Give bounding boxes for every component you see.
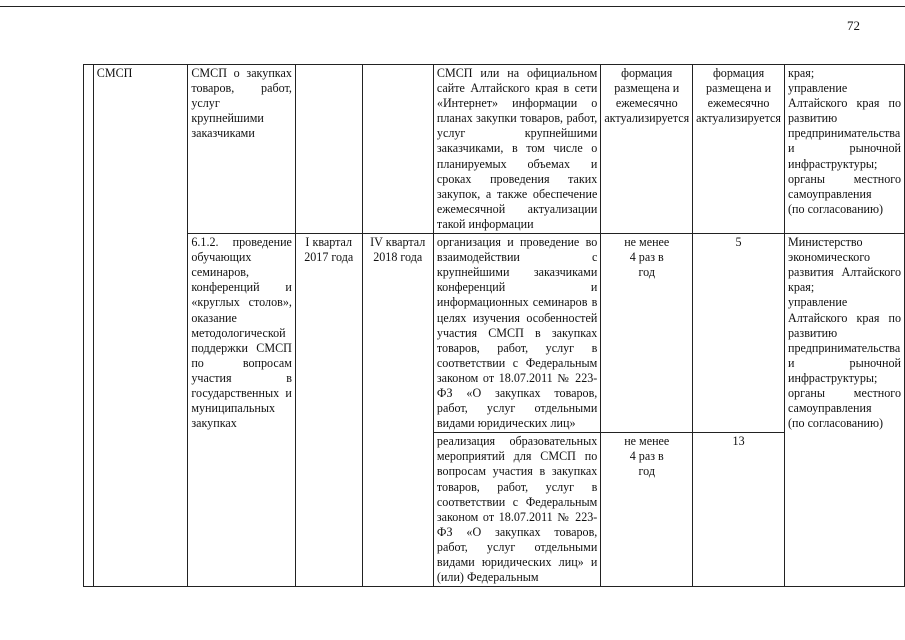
indicator-fact-cell: 5 <box>693 234 785 433</box>
measures-table <box>83 64 905 587</box>
page-top-rule <box>0 6 905 7</box>
table-row <box>84 234 905 433</box>
index-cell <box>84 65 94 587</box>
end-date-cell: IV квартал 2018 года <box>362 234 433 587</box>
start-date-cell: I квартал 2017 года <box>295 234 362 587</box>
measure-cell: СМСП о закупках товаров, работ, услуг крупнейшими заказчиками <box>188 65 296 234</box>
page-number: 72 <box>847 18 860 33</box>
measure-cell: 6.1.2. проведение обучающих семинаров, конференций и «круглых столов», оказание методологической поддержки СМСП по вопросам участия в государственных и муниципальных закупках <box>188 234 296 587</box>
responsible-cell: Министерство экономического развития Алтайского края; управление Алтайского края по развитию предпринимательства и рыночной инфраструктуры; органы местного самоуправления (по согласованию) <box>785 234 905 587</box>
indicator-fact-cell: формация размещена и ежемесячно актуализируется <box>693 65 785 234</box>
action-cell: реализация образовательных мероприятий для СМСП по вопросам участия в закупках товаров, работ, услуг в соответствии с Федеральным законом от 18.07.2011 № 223-ФЗ «О закупках товаров, работ, услуг отдельными видами юридических лиц» и (или) Федеральным <box>433 433 600 587</box>
action-cell: организация и проведение во взаимодействии с крупнейшими заказчиками конференций и информационных семинаров в целях изучения особенностей участия СМСП в закупках товаров, работ, услуг в соответствии с Федеральным законом от 18.07.2011 № 223-ФЗ «О закупках товаров, работ, услуг отдельными видами юридических лиц» <box>433 234 600 433</box>
action-cell: СМСП или на официальном сайте Алтайского края в сети «Интернет» информации о планах закупки товаров, работ, услуг крупнейшими заказчиками, в том числе о планируемых объемах и сроках проведения таких закупок, а также обеспечение ежемесячной актуализации такой информации <box>433 65 600 234</box>
indicator-plan-cell: не менее 4 раз в год <box>601 234 693 433</box>
category-cell: СМСП <box>93 65 188 587</box>
start-date-cell <box>295 65 362 234</box>
table-row <box>84 65 905 234</box>
indicator-fact-cell: 13 <box>693 433 785 587</box>
indicator-plan-cell: формация размещена и ежемесячно актуализируется <box>601 65 693 234</box>
end-date-cell <box>362 65 433 234</box>
indicator-plan-cell: не менее 4 раз в год <box>601 433 693 587</box>
responsible-cell: края; управление Алтайского края по развитию предпринимательства и рыночной инфраструктуры; органы местного самоуправления (по согласованию) <box>785 65 905 234</box>
